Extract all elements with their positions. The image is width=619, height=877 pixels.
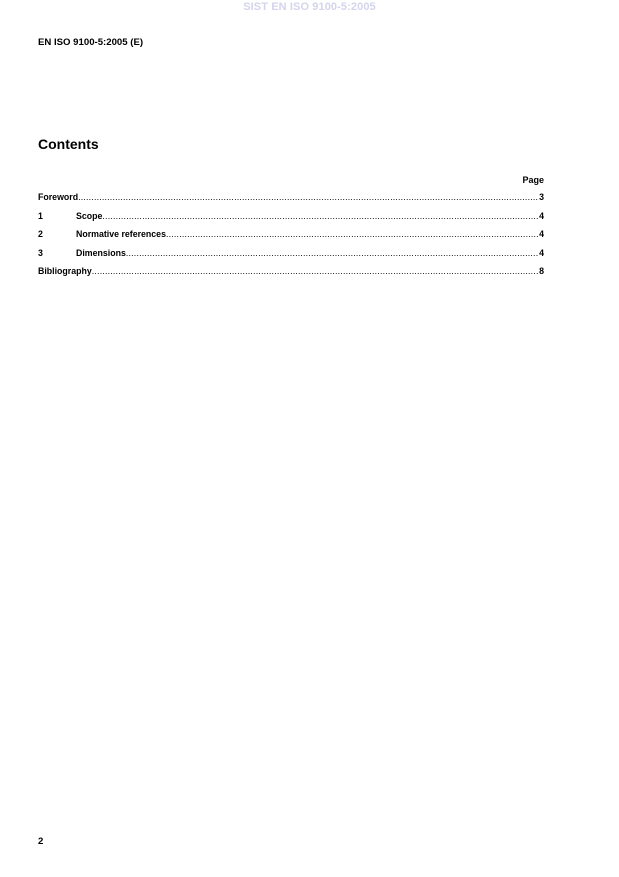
toc-leader-dots xyxy=(92,266,539,277)
toc-entry-page: 4 xyxy=(539,210,544,221)
watermark: SIST EN ISO 9100-5:2005 xyxy=(243,1,376,13)
toc-entry-normative-references[interactable] xyxy=(38,229,544,248)
toc-entry-label: Foreword xyxy=(38,192,79,202)
toc-entry-page: 8 xyxy=(539,266,544,277)
toc-leader-dots xyxy=(166,229,539,240)
toc-entry-label: Scope xyxy=(76,210,103,221)
toc-leader-dots xyxy=(78,192,539,203)
table-of-contents xyxy=(38,192,544,285)
toc-entry-page: 3 xyxy=(539,192,544,202)
toc-entry-dimensions[interactable] xyxy=(38,248,544,267)
toc-entry-bibliography[interactable] xyxy=(38,266,544,285)
toc-entry-foreword[interactable] xyxy=(38,192,544,211)
toc-entry-label: Dimensions xyxy=(76,247,126,258)
toc-entry-number: 2 xyxy=(38,229,43,240)
toc-entry-label: Normative references xyxy=(76,229,166,240)
toc-entry-page: 4 xyxy=(539,247,544,258)
toc-leader-dots xyxy=(102,211,539,222)
toc-leader-dots xyxy=(126,248,539,259)
page-column-label: Page xyxy=(522,175,544,185)
toc-entry-scope[interactable] xyxy=(38,211,544,230)
toc-entry-label: Bibliography xyxy=(38,266,92,277)
footer-page-number: 2 xyxy=(38,836,44,847)
contents-title: Contents xyxy=(38,136,99,152)
document-id-header: EN ISO 9100-5:2005 (E) xyxy=(38,37,144,48)
toc-entry-number: 1 xyxy=(38,210,43,221)
toc-entry-page: 4 xyxy=(539,229,544,240)
toc-entry-number: 3 xyxy=(38,247,43,258)
